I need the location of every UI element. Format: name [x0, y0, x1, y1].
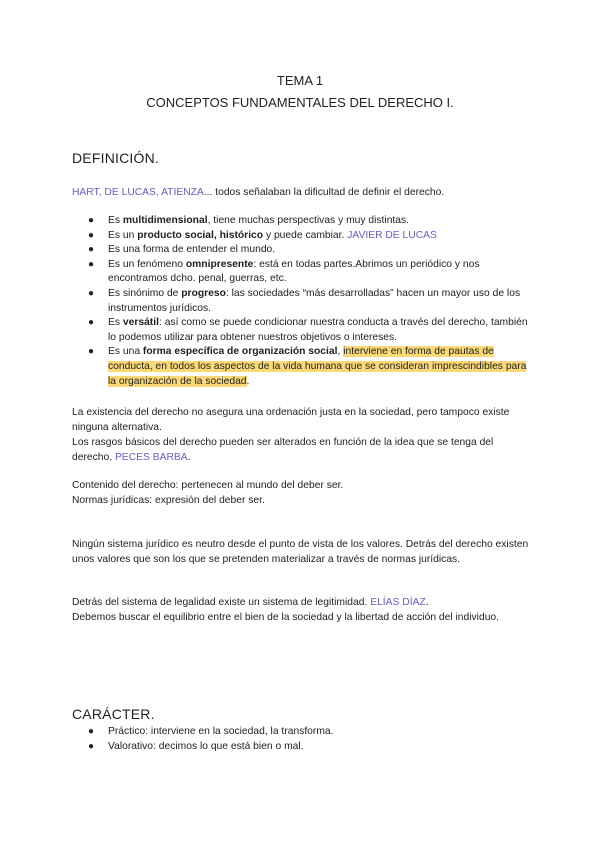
- author-citation: ELÍAS DÍAZ: [370, 597, 426, 608]
- list-item: ● Es una forma de entender el mundo.: [72, 243, 532, 258]
- bullet-icon: ●: [88, 726, 95, 737]
- bullet-icon: ●: [88, 258, 95, 270]
- list-item: ● Valorativo: decimos lo que está bien o mal.: [72, 740, 532, 755]
- list-item: ● Es un producto social, histórico y puede cambiar. JAVIER DE LUCAS: [72, 229, 532, 244]
- definition-bullet-list: [72, 214, 532, 389]
- list-item: ● Es multidimensional, tiene muchas perspectivas y muy distintas.: [72, 214, 532, 229]
- bullet-icon: ●: [88, 215, 95, 226]
- paragraph-valores: Ningún sistema jurídico es neutro desde el punto de vista de los valores. Detrás del derecho existen unos valores que son los que se pretenden materializar a través de normas jurídicas.: [72, 539, 529, 565]
- bullet-icon: ●: [88, 287, 95, 299]
- list-item: ● Es sinónimo de progreso: las sociedades “más desarrolladas” hacen un mayor uso de los instrumentos jurídicos.: [88, 287, 521, 314]
- list-item: ● Es versátil: así como se puede condicionar nuestra conducta a través del derecho, también lo podemos utilizar para obtener nuestros objetivos o intereses.: [88, 317, 528, 343]
- section-heading-caracter: CARÁCTER.: [72, 706, 155, 722]
- paragraph-legitimidad: Detrás del sistema de legalidad existe un sistema de legitimidad. ELÍAS DÍAZ. Debemos buscar el equilibrio entre el bien de la sociedad y la libertad de acción del individuo.: [72, 597, 500, 623]
- bullet-icon: ●: [88, 317, 95, 329]
- intro-text: ... todos señalaban la dificultad de definir el derecho.: [203, 187, 445, 198]
- bullet-icon: ●: [88, 229, 95, 241]
- author-citation: JAVIER DE LUCAS: [347, 229, 437, 241]
- author-citation: PECES BARBA: [114, 452, 188, 463]
- bullet-icon: ●: [88, 244, 95, 256]
- document-title: CONCEPTOS FUNDAMENTALES DEL DERECHO I.: [146, 95, 454, 110]
- intro-paragraph: [72, 185, 532, 200]
- caracter-bullet-list: [72, 725, 532, 754]
- paragraph-existencia: La existencia del derecho no asegura una ordenación justa en la sociedad, pero tampoco existe ninguna alternativa. Los rasgos básicos del derecho pueden ser alterados en función de la idea que se tenga del derecho. PECES BARBA.: [72, 407, 510, 463]
- list-item: ● Es un fenómeno omnipresente: está en todas partes.Abrimos un periódico y nos encontramos dcho. penal, guerras, etc.: [88, 258, 480, 285]
- section-heading-definicion: DEFINICIÓN.: [72, 150, 159, 166]
- list-item: ● Es una forma específica de organización social, interviene en forma de pautas de conducta, en todos los aspectos de la vida humana que se consideran imprescindibles para la organización de la sociedad.: [88, 346, 527, 387]
- paragraph-contenido: Contenido del derecho: pertenecen al mundo del deber ser. Normas jurídicas: expresión del deber ser.: [72, 480, 344, 506]
- list-item: ● Práctico: interviene en la sociedad, la transforma.: [72, 725, 532, 740]
- bullet-icon: ●: [88, 346, 95, 358]
- author-citation: HART, DE LUCAS, ATIENZA: [72, 187, 204, 198]
- highlighted-text: interviene en forma de pautas de conducta, en todos los aspectos de la vida humana que se consideran imprescindibles para la organización de la sociedad: [108, 346, 527, 387]
- bullet-icon: ●: [88, 740, 95, 752]
- topic-number: TEMA 1: [276, 73, 324, 88]
